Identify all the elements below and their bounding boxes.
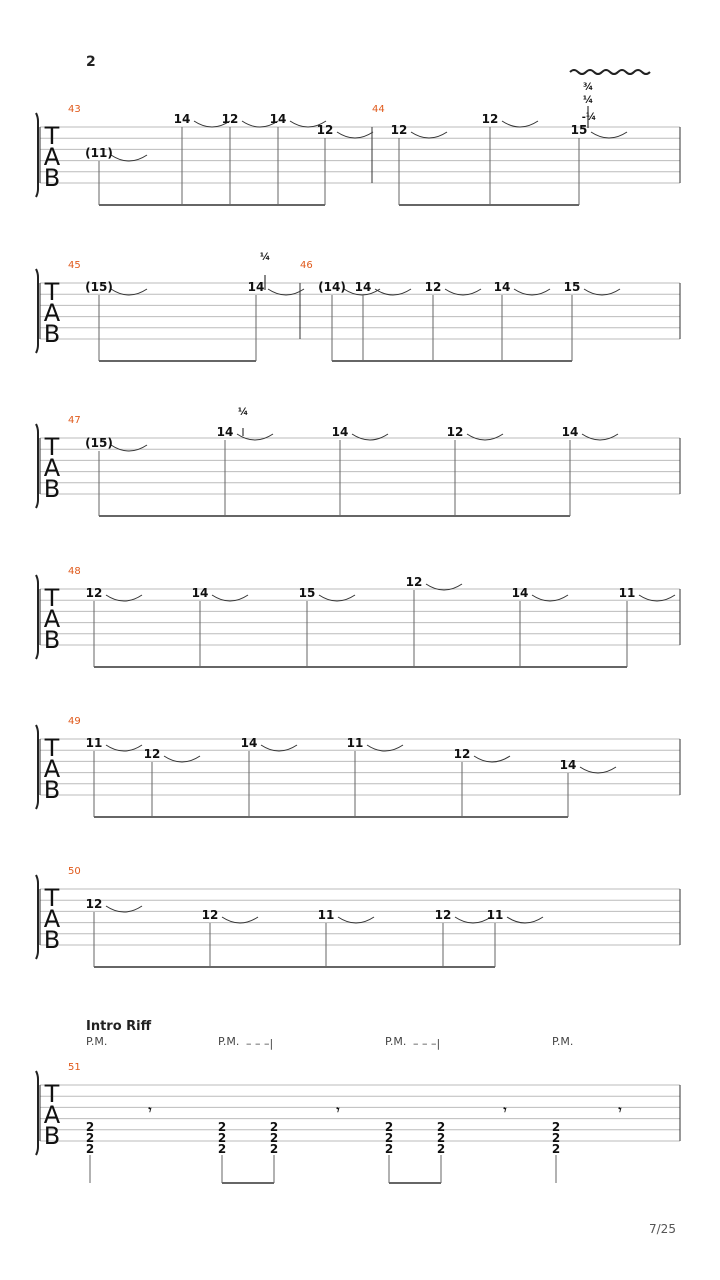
fret-number: 15 <box>570 123 588 137</box>
tie-arc <box>582 434 618 440</box>
chord-fret-number: 2 <box>384 1142 394 1156</box>
fret-number: 12 <box>316 123 334 137</box>
fret-number: 12 <box>481 112 499 126</box>
palm-mute-label: P.M. <box>552 1035 574 1048</box>
tab-clef-letter: B <box>43 164 61 192</box>
fret-number: 11 <box>85 736 103 750</box>
chord-fret-number: 2 <box>551 1131 561 1145</box>
bar-number: 46 <box>300 260 313 271</box>
tab-clef-letter: A <box>43 1101 61 1129</box>
fret-number: 12 <box>434 908 452 922</box>
fret-number: 14 <box>559 758 577 772</box>
fret-number: 14 <box>173 112 191 126</box>
palm-mute-label: P.M. <box>218 1035 240 1048</box>
system-bracket <box>36 113 38 197</box>
fret-number: (15) <box>85 436 113 450</box>
tie-arc <box>591 132 627 138</box>
fret-number: (11) <box>85 146 113 160</box>
fret-number: 14 <box>331 425 349 439</box>
tab-clef-letter: T <box>44 884 60 912</box>
fret-number: 14 <box>247 280 265 294</box>
tab-system <box>36 424 680 516</box>
system-bracket <box>36 269 38 353</box>
tab-system <box>36 575 680 667</box>
bar-number: 44 <box>372 104 385 115</box>
bend-amount: ¼ <box>582 95 594 106</box>
fret-number: 11 <box>317 908 335 922</box>
fret-number: 14 <box>216 425 234 439</box>
rest-symbol: 𝄾 <box>503 1103 507 1117</box>
fret-number: 11 <box>346 736 364 750</box>
fret-number: 14 <box>269 112 287 126</box>
fret-number: 12 <box>143 747 161 761</box>
tab-clef-letter: A <box>43 755 61 783</box>
section-title: Intro Riff <box>86 1019 152 1034</box>
fret-number: 12 <box>405 575 423 589</box>
chord-fret-number: 2 <box>217 1120 227 1134</box>
tab-clef-letter: B <box>43 926 61 954</box>
chord-fret-number: 2 <box>217 1142 227 1156</box>
palm-mute-extension: – – –| <box>246 1037 274 1050</box>
fret-number: 14 <box>511 586 529 600</box>
chord-fret-number: 2 <box>217 1131 227 1145</box>
tab-clef-letter: A <box>43 143 61 171</box>
tab-clef-letter: B <box>43 776 61 804</box>
bend-amount: ¾ <box>582 82 594 93</box>
system-bracket <box>36 725 38 809</box>
chord-fret-number: 2 <box>85 1142 95 1156</box>
fret-number: 15 <box>298 586 316 600</box>
palm-mute-label: P.M. <box>86 1035 108 1048</box>
tab-clef-letter: B <box>43 320 61 348</box>
system-bracket <box>36 1071 38 1155</box>
bend-amount: ¼ <box>237 407 249 418</box>
tie-arc <box>411 132 447 138</box>
fret-number: 12 <box>221 112 239 126</box>
chord-fret-number: 2 <box>85 1120 95 1134</box>
bar-number: 49 <box>68 716 81 727</box>
tie-arc <box>467 434 503 440</box>
fret-number: 12 <box>85 897 103 911</box>
rest-symbol: 𝄾 <box>336 1103 340 1117</box>
palm-mute-extension: – – –| <box>413 1037 441 1050</box>
fret-number: 12 <box>453 747 471 761</box>
fret-number: 14 <box>354 280 372 294</box>
tab-clef-letter: B <box>43 1122 61 1150</box>
fret-number: 12 <box>446 425 464 439</box>
tie-arc <box>111 445 147 451</box>
fret-number: 14 <box>191 586 209 600</box>
page-marker: 2 <box>86 54 96 70</box>
tab-clef-letter: T <box>44 734 60 762</box>
tab-clef-letter: A <box>43 454 61 482</box>
chord-fret-number: 2 <box>551 1142 561 1156</box>
bend-amount: -¼ <box>581 112 597 123</box>
chord-fret-number: 2 <box>551 1120 561 1134</box>
bar-number: 47 <box>68 415 81 426</box>
tab-system <box>36 1071 680 1183</box>
fret-number: 12 <box>390 123 408 137</box>
chord-fret-number: 2 <box>384 1120 394 1134</box>
bar-number: 50 <box>68 866 81 877</box>
fret-number: (14) <box>318 280 346 294</box>
rest-symbol: 𝄾 <box>148 1103 152 1117</box>
fret-number: 11 <box>618 586 636 600</box>
chord-fret-number: 2 <box>269 1142 279 1156</box>
fret-number: 15 <box>563 280 581 294</box>
tab-clef-letter: A <box>43 905 61 933</box>
tab-clef-letter: A <box>43 605 61 633</box>
tie-arc <box>352 434 388 440</box>
tab-clef-letter: T <box>44 278 60 306</box>
chord-fret-number: 2 <box>436 1142 446 1156</box>
tab-system <box>36 875 680 967</box>
chord-fret-number: 2 <box>85 1131 95 1145</box>
tie-arc <box>502 121 538 127</box>
chord-fret-number: 2 <box>384 1131 394 1145</box>
fret-number: 12 <box>424 280 442 294</box>
vibrato-line <box>570 70 650 74</box>
fret-number: 11 <box>486 908 504 922</box>
tab-clef-letter: T <box>44 433 60 461</box>
tab-clef-letter: T <box>44 122 60 150</box>
chord-fret-number: 2 <box>269 1120 279 1134</box>
tab-clef-letter: A <box>43 299 61 327</box>
bar-number: 43 <box>68 104 81 115</box>
bar-number: 45 <box>68 260 81 271</box>
chord-fret-number: 2 <box>436 1131 446 1145</box>
palm-mute-label: P.M. <box>385 1035 407 1048</box>
fret-number: 12 <box>85 586 103 600</box>
tab-clef-letter: B <box>43 475 61 503</box>
tab-clef-letter: B <box>43 626 61 654</box>
chord-fret-number: 2 <box>436 1120 446 1134</box>
tab-clef-letter: T <box>44 584 60 612</box>
tab-clef-letter: T <box>44 1080 60 1108</box>
fret-number: 14 <box>240 736 258 750</box>
system-bracket <box>36 575 38 659</box>
rest-symbol: 𝄾 <box>618 1103 622 1117</box>
system-bracket <box>36 875 38 959</box>
fret-number: 14 <box>493 280 511 294</box>
page-indicator: 7/25 <box>649 1222 676 1236</box>
systems <box>36 70 680 1183</box>
fret-number: 14 <box>561 425 579 439</box>
bend-amount: ¼ <box>259 252 271 263</box>
system-bracket <box>36 424 38 508</box>
tie-arc <box>337 132 373 138</box>
tie-arc <box>237 434 273 440</box>
chord-fret-number: 2 <box>269 1131 279 1145</box>
bar-number: 51 <box>68 1062 81 1073</box>
fret-number: (15) <box>85 280 113 294</box>
fret-number: 12 <box>201 908 219 922</box>
bar-number: 48 <box>68 566 81 577</box>
